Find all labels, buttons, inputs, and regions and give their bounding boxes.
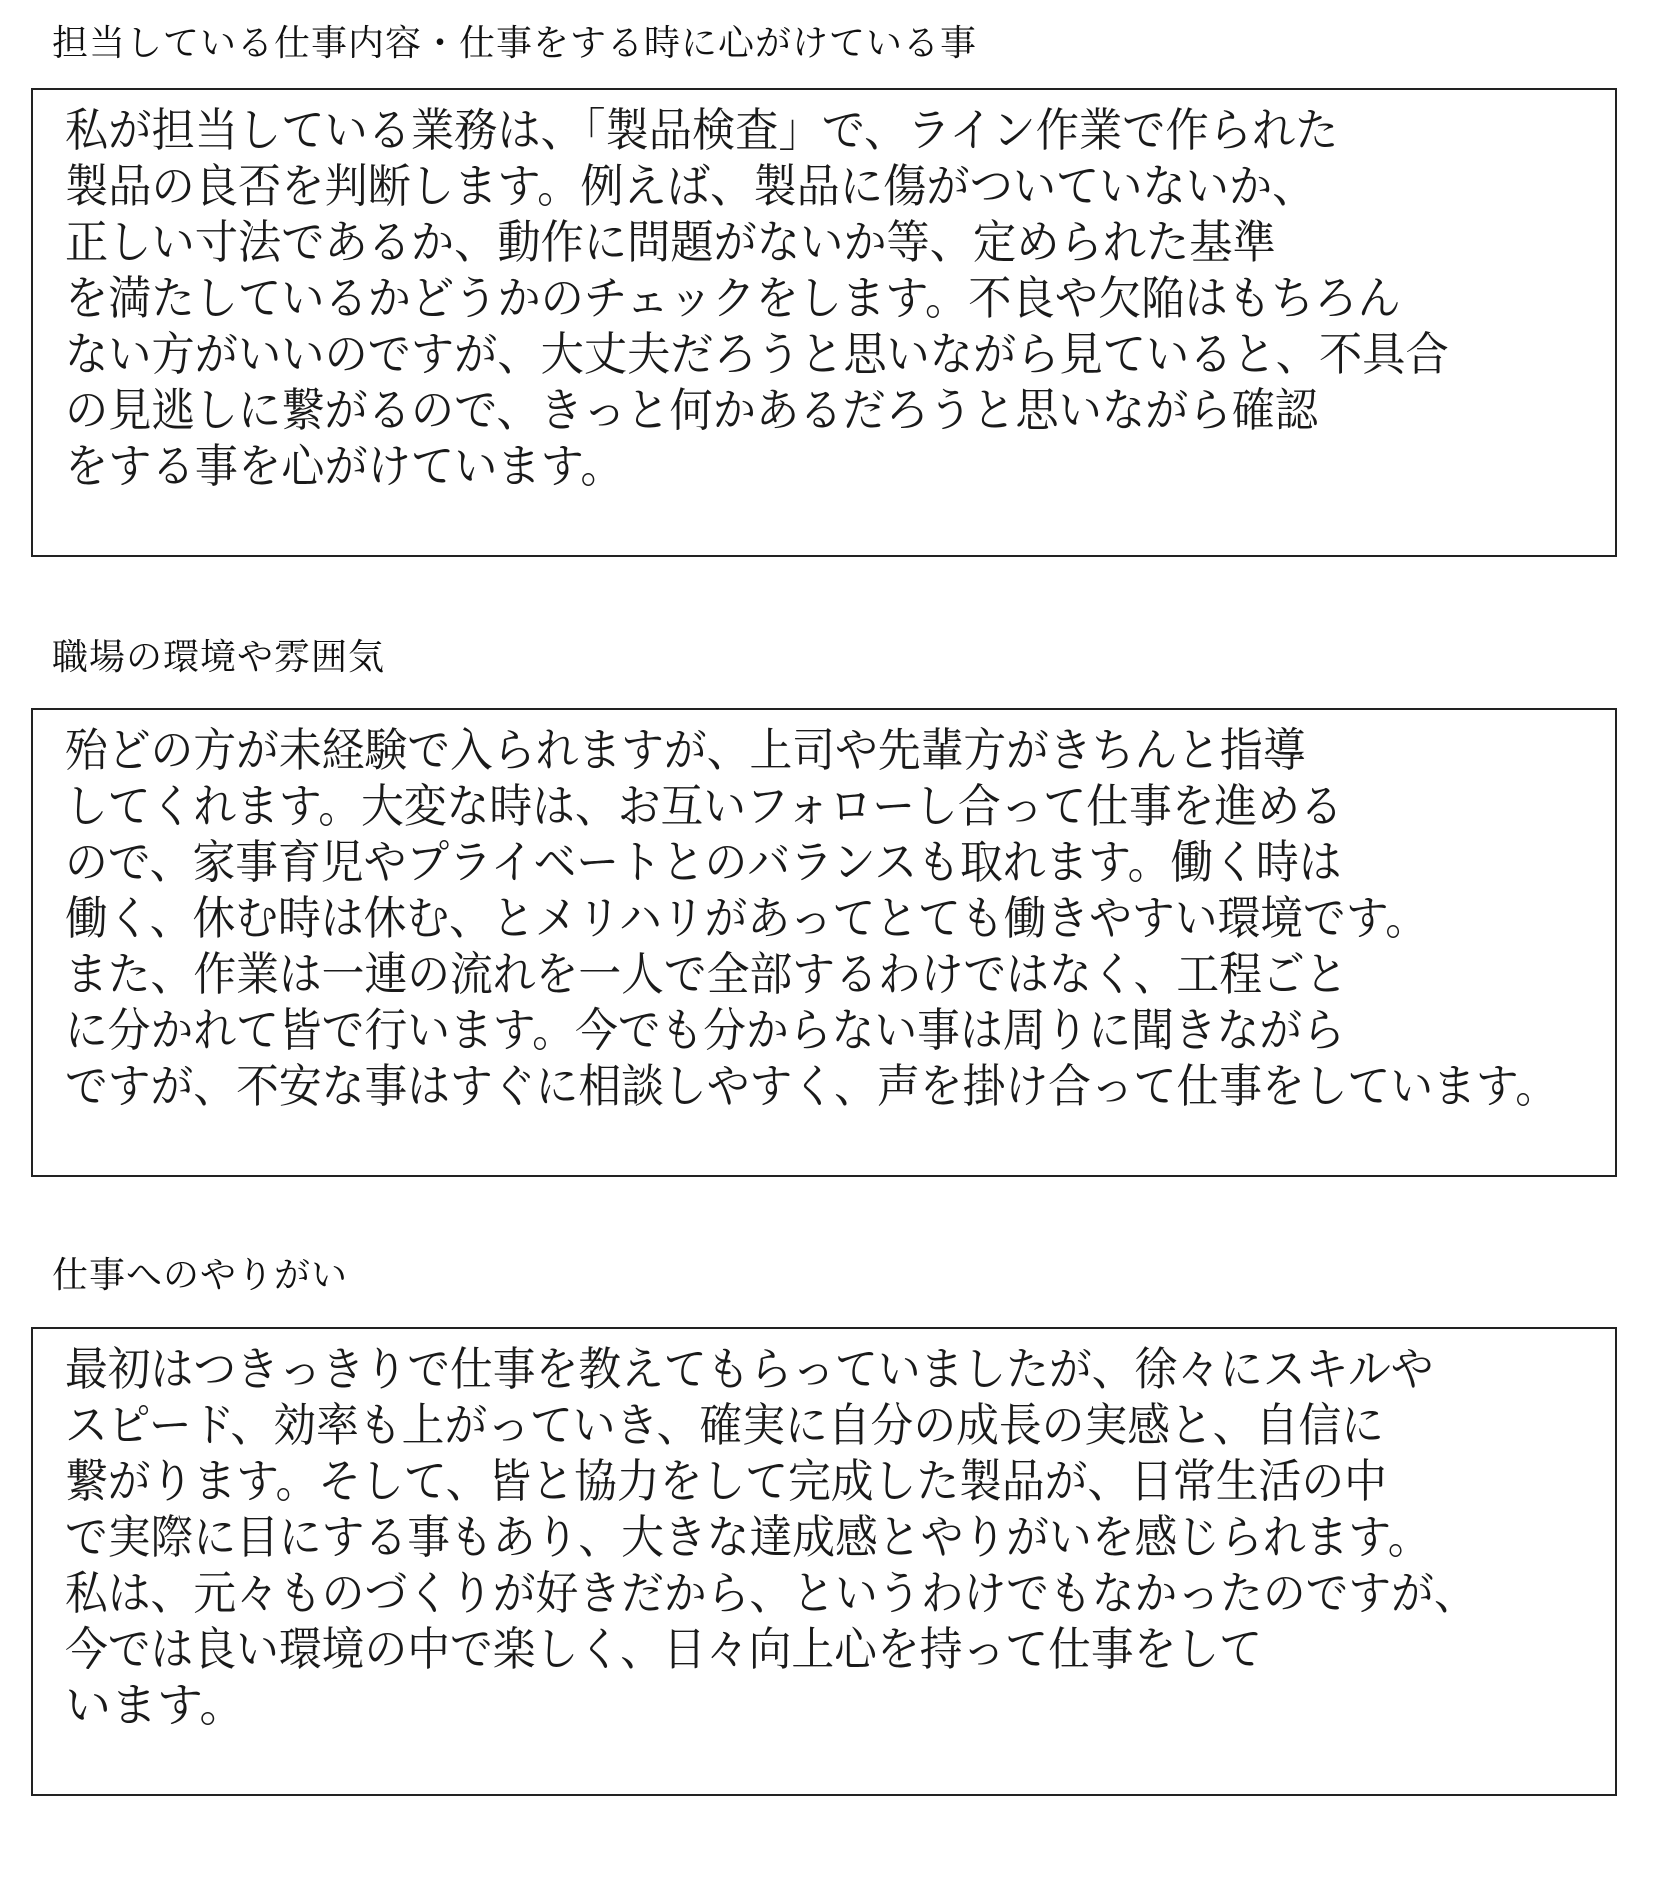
answer-box-workplace bbox=[31, 708, 1617, 1177]
answer-line: 私が担当している業務は、「製品検査」で、ライン作業で作られた bbox=[65, 103, 1339, 157]
answer-box-rewarding bbox=[31, 1327, 1617, 1796]
section-heading-job-content: 担当している仕事内容・仕事をする時に心がけている事 bbox=[52, 23, 978, 64]
answer-line: 働く、休む時は休む、とメリハリがあってとても働きやすい環境です。 bbox=[65, 891, 1428, 945]
answer-line: 最初はつきっきりで仕事を教えてもらっていましたが、徐々にスキルや bbox=[65, 1342, 1434, 1396]
section-heading-workplace: 職場の環境や雰囲気 bbox=[52, 637, 386, 678]
answer-line: に分かれて皆で行います。今でも分からない事は周りに聞きながら bbox=[65, 1003, 1345, 1057]
answer-line: ない方がいいのですが、大丈夫だろうと思いながら見ていると、不具合 bbox=[65, 327, 1449, 381]
answer-line: 正しい寸法であるか、動作に問題がないか等、定められた基準 bbox=[65, 215, 1276, 269]
answer-line: 私は、元々ものづくりが好きだから、というわけでもなかったのですが、 bbox=[65, 1566, 1477, 1620]
answer-line: また、作業は一連の流れを一人で全部するわけではなく、工程ごと bbox=[65, 947, 1348, 1001]
answer-line: してくれます。大変な時は、お互いフォローし合って仕事を進める bbox=[65, 779, 1343, 833]
answer-line: ので、家事育児やプライベートとのバランスも取れます。働く時は bbox=[65, 835, 1342, 889]
answer-line: スピード、効率も上がっていき、確実に自分の成長の実感と、自信に bbox=[65, 1398, 1384, 1452]
answer-line: を満たしているかどうかのチェックをします。不良や欠陥はもちろん bbox=[65, 271, 1401, 325]
answer-line: で実際に目にする事もあり、大きな達成感とやりがいを感じられます。 bbox=[65, 1510, 1431, 1564]
answer-line: 殆どの方が未経験で入られますが、上司や先輩方がきちんと指導 bbox=[65, 723, 1306, 777]
answer-line: います。 bbox=[65, 1678, 246, 1732]
answer-line: ですが、不安な事はすぐに相談しやすく、声を掛け合って仕事をしています。 bbox=[65, 1059, 1559, 1113]
section-heading-rewarding: 仕事へのやりがい bbox=[52, 1255, 349, 1296]
answer-line: の見逃しに繋がるので、きっと何かあるだろうと思いながら確認 bbox=[65, 383, 1319, 437]
answer-line: 繋がります。そして、皆と協力をして完成した製品が、日常生活の中 bbox=[65, 1454, 1387, 1508]
answer-box-job-content bbox=[31, 88, 1617, 557]
answer-line: 今では良い環境の中で楽しく、日々向上心を持って仕事をして bbox=[65, 1622, 1262, 1676]
answer-line: をする事を心がけています。 bbox=[65, 439, 624, 493]
answer-line: 製品の良否を判断します。例えば、製品に傷がついていないか、 bbox=[65, 159, 1316, 213]
